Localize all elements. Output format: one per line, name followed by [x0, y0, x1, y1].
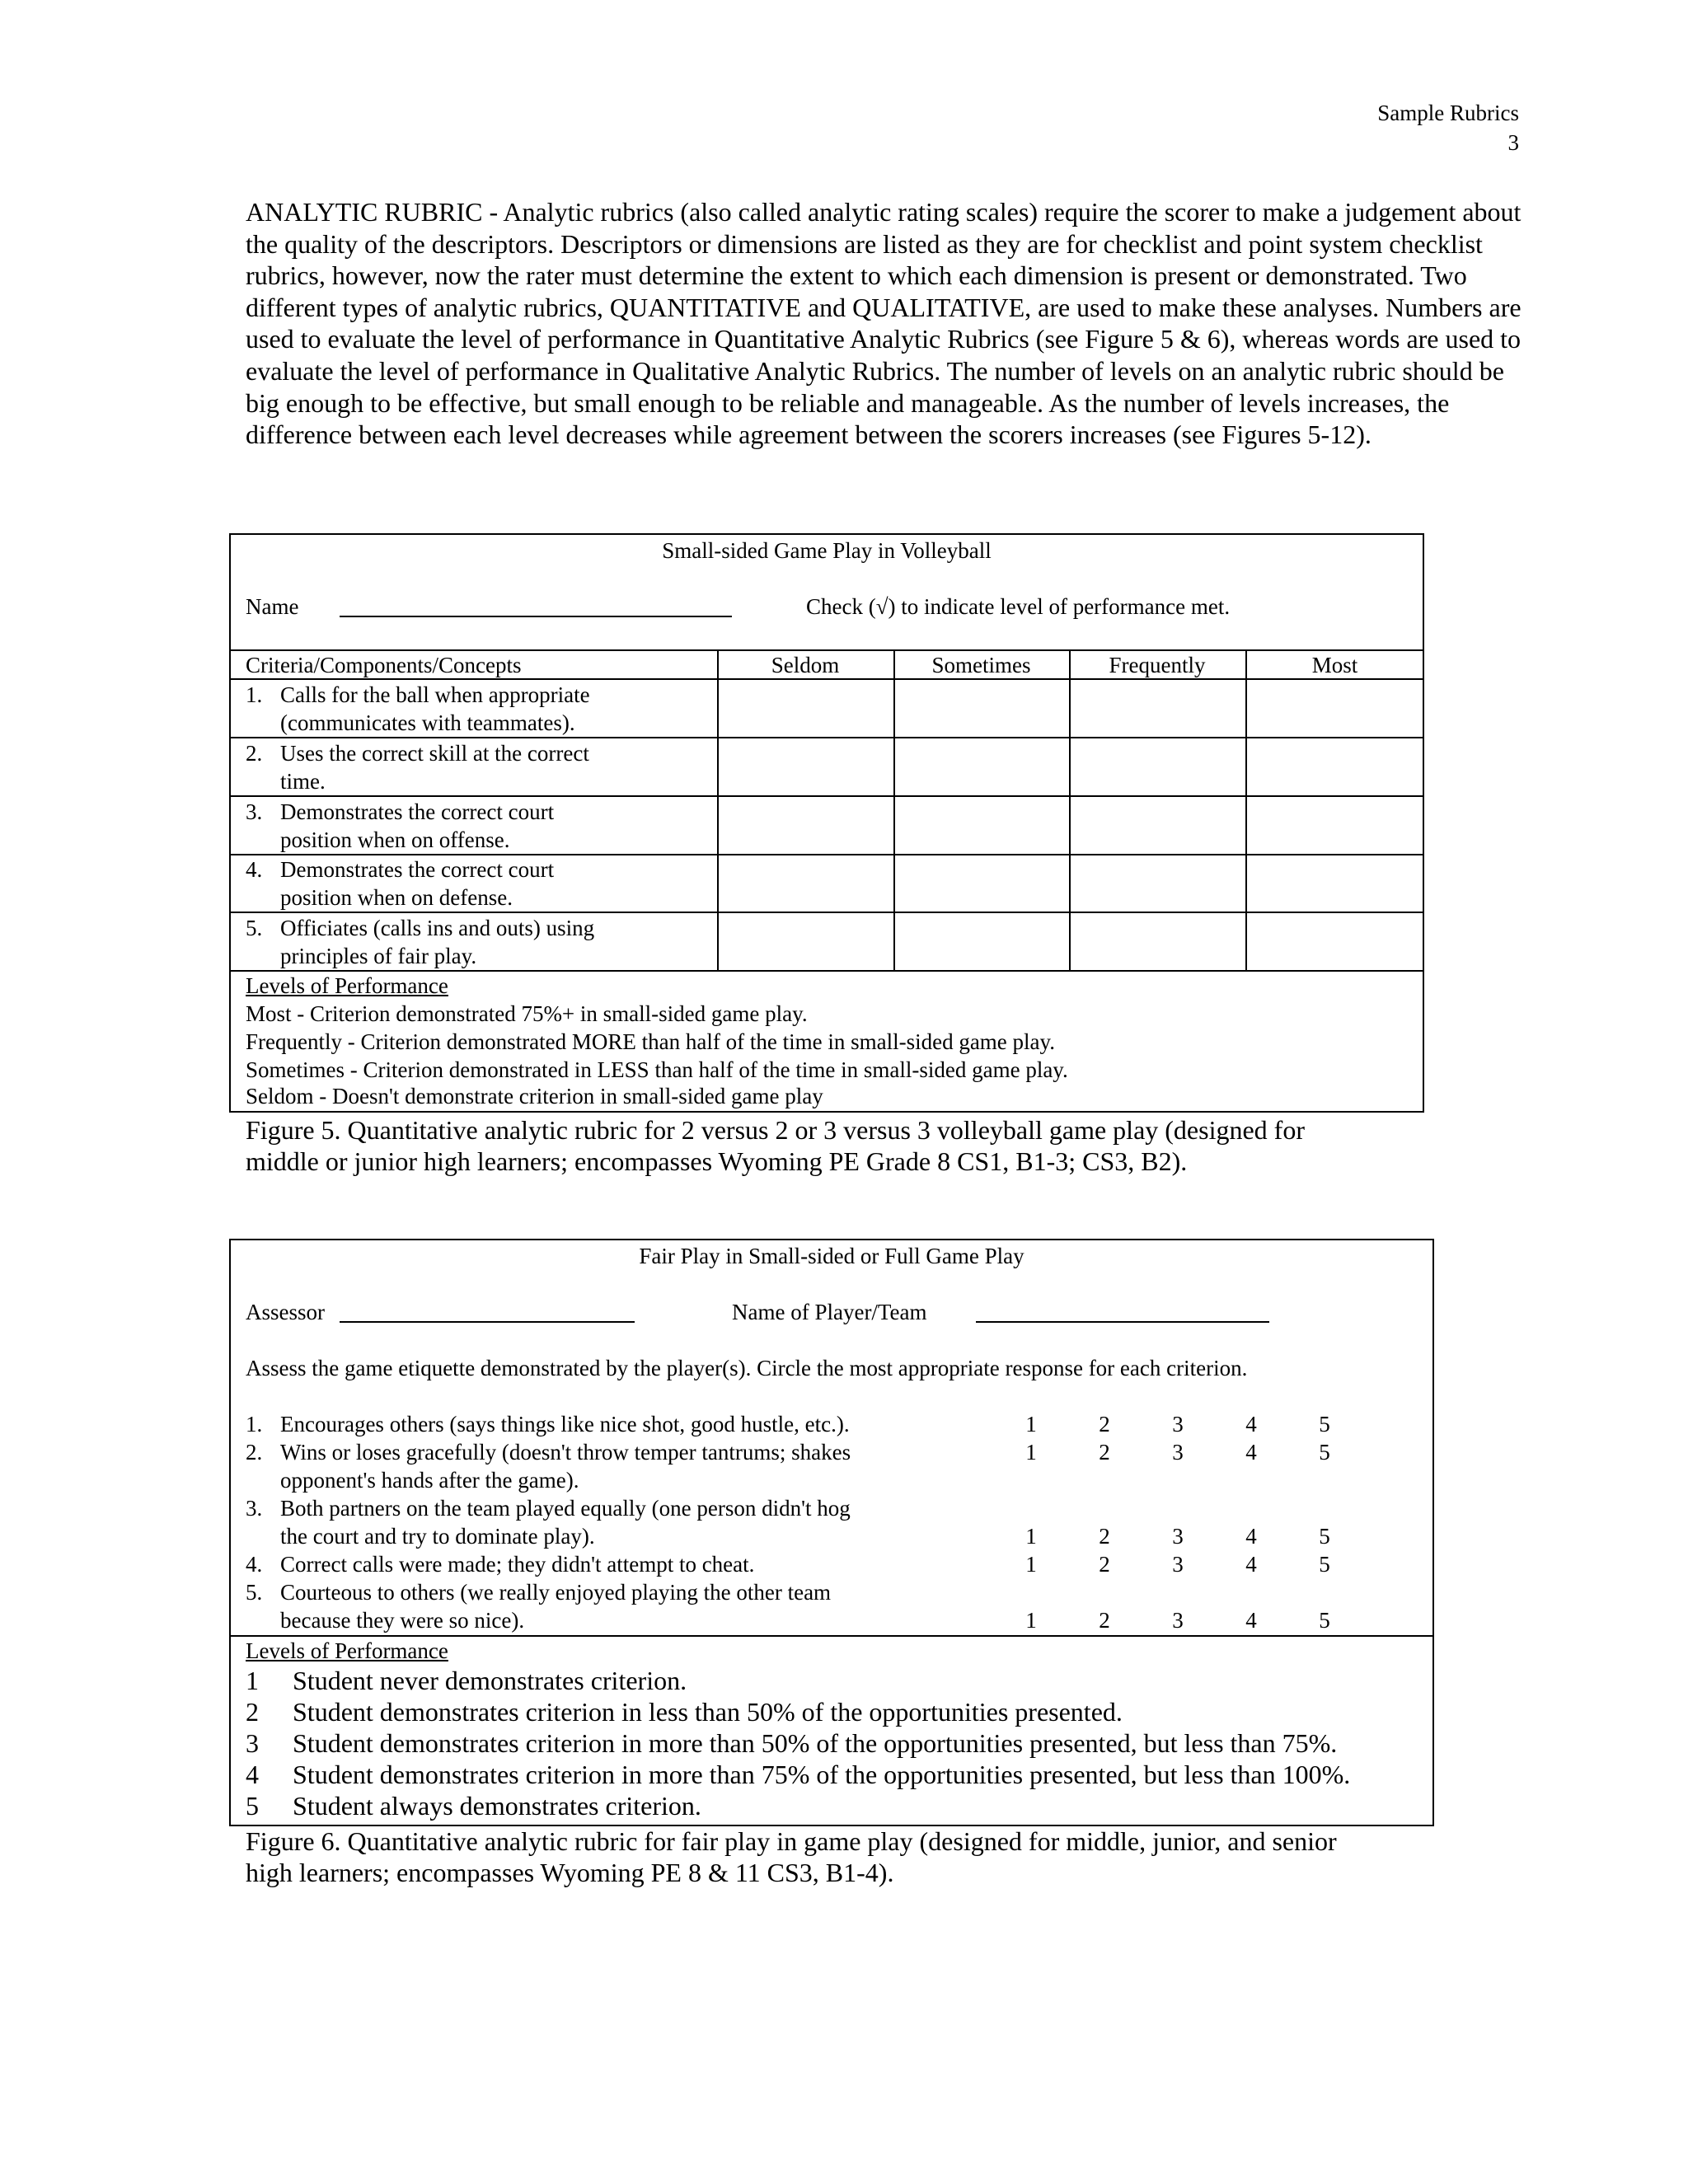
page-number: 3 [1507, 130, 1519, 155]
figure5-check-instruction: Check (√) to indicate level of performance met. [806, 594, 1231, 619]
figure6-rating-option[interactable]: 2 [1099, 1608, 1110, 1633]
figure6-rating-option[interactable]: 5 [1319, 1524, 1330, 1549]
figure6-level-number: 3 [246, 1728, 259, 1758]
figure6-criterion-text: Courteous to others (we really enjoyed playing the other team [280, 1580, 832, 1605]
figure6-rating-option[interactable]: 4 [1245, 1524, 1257, 1549]
figure6-level-number: 5 [246, 1791, 259, 1821]
figure5-name-label: Name [246, 594, 299, 619]
figure6-rating-option[interactable]: 2 [1099, 1552, 1110, 1577]
figure5-criterion-text: Officiates (calls ins and outs) using [280, 916, 595, 940]
figure6-criterion-text: Wins or loses gracefully (doesn't throw temper tantrums; shakes [280, 1440, 851, 1465]
figure5-col-header-most: Most [1311, 653, 1358, 677]
figure6-level-number: 2 [246, 1697, 259, 1727]
figure6-level-number: 4 [246, 1760, 259, 1789]
figure5-level-frequently: Frequently - Criterion demonstrated MORE than half of the time in small-sided game play. [246, 1029, 1056, 1054]
figure6-level-text: Student always demonstrates criterion. [293, 1791, 701, 1821]
figure5-criterion-text: position when on offense. [280, 827, 510, 852]
figure5-level-seldom: Seldom - Doesn't demonstrate criterion in small-sided game play [246, 1084, 823, 1108]
figure5-level-most: Most - Criterion demonstrated 75%+ in small-sided game play. [246, 1001, 808, 1026]
figure6-rating-option[interactable]: 1 [1025, 1440, 1037, 1465]
figure6-rating-option[interactable]: 1 [1025, 1552, 1037, 1577]
figure6-level-text: Student demonstrates criterion in more than 50% of the opportunities presented, but less than 75%. [293, 1728, 1338, 1758]
figure6-player-label: Name of Player/Team [732, 1300, 927, 1324]
figure6-criterion-number: 1. [246, 1412, 263, 1436]
figure6-rating-option[interactable]: 3 [1172, 1412, 1184, 1436]
figure6-criterion-text: Encourages others (says things like nice shot, good hustle, etc.). [280, 1412, 850, 1436]
figure6-caption: high learners; encompasses Wyoming PE 8 & 11 CS3, B1-4). [246, 1858, 894, 1887]
figure6-rating-option[interactable]: 4 [1245, 1552, 1257, 1577]
figure6-criterion-text: opponent's hands after the game). [280, 1468, 579, 1493]
figure5-level-sometimes: Sometimes - Criterion demonstrated in LESS than half of the time in small-sided game play. [246, 1057, 1068, 1082]
figure5-criterion-number: 4. [246, 857, 263, 882]
figure6-criterion-number: 3. [246, 1496, 263, 1521]
figure5-criterion-number: 3. [246, 799, 263, 824]
figure6-criterion-number: 5. [246, 1580, 263, 1605]
figure6-level-text: Student demonstrates criterion in more than 75% of the opportunities presented, but less than 100%. [293, 1760, 1351, 1789]
figure6-rating-option[interactable]: 1 [1025, 1608, 1037, 1633]
figure5-levels-heading: Levels of Performance [246, 973, 448, 998]
figure5-col-header-sometimes: Sometimes [931, 653, 1031, 677]
figure5-criterion-text: Demonstrates the correct court [280, 857, 555, 882]
figure6-criterion-text: Correct calls were made; they didn't attempt to cheat. [280, 1552, 755, 1577]
figure5-criterion-text: (communicates with teammates). [280, 710, 575, 735]
figure6-level-text: Student never demonstrates criterion. [293, 1666, 687, 1695]
figure6-level-number: 1 [246, 1666, 259, 1695]
figure6-rating-option[interactable]: 4 [1245, 1440, 1257, 1465]
figure5-col-divider [717, 649, 719, 970]
figure5-name-line[interactable] [340, 616, 732, 617]
figure5-title: Small-sided Game Play in Volleyball [662, 538, 992, 563]
figure5-col-divider [1069, 649, 1071, 970]
figure6-rating-option[interactable]: 5 [1319, 1412, 1330, 1436]
figure6-criterion-text: because they were so nice). [280, 1608, 525, 1633]
figure6-caption: Figure 6. Quantitative analytic rubric for fair play in game play (designed for middle, junior, and senior [246, 1826, 1337, 1856]
figure5-col-divider [893, 649, 895, 970]
figure6-levels-heading: Levels of Performance [246, 1638, 448, 1663]
figure6-criterion-text: Both partners on the team played equally (one person didn't hog [280, 1496, 851, 1521]
figure6-rating-option[interactable]: 3 [1172, 1524, 1184, 1549]
figure6-rating-option[interactable]: 2 [1099, 1440, 1110, 1465]
figure6-rating-option[interactable]: 5 [1319, 1440, 1330, 1465]
figure6-level-text: Student demonstrates criterion in less than 50% of the opportunities presented. [293, 1697, 1123, 1727]
figure5-col-header-seldom: Seldom [771, 653, 840, 677]
figure6-instruction: Assess the game etiquette demonstrated by the player(s). Circle the most appropriate response for each criterion. [246, 1356, 1248, 1380]
figure5-criterion-text: Calls for the ball when appropriate [280, 682, 590, 707]
figure6-rating-option[interactable]: 1 [1025, 1524, 1037, 1549]
figure6-rating-option[interactable]: 2 [1099, 1412, 1110, 1436]
figure6-rating-option[interactable]: 1 [1025, 1412, 1037, 1436]
figure6-rating-option[interactable]: 3 [1172, 1440, 1184, 1465]
figure5-criterion-text: time. [280, 769, 326, 794]
figure6-rating-option[interactable]: 2 [1099, 1524, 1110, 1549]
figure5-col-divider [1245, 649, 1247, 970]
figure5-caption: middle or junior high learners; encompasses Wyoming PE Grade 8 CS1, B1-3; CS3, B2). [246, 1146, 1188, 1176]
figure5-criterion-text: Uses the correct skill at the correct [280, 741, 589, 766]
running-title: Sample Rubrics [1377, 101, 1519, 125]
figure6-rating-option[interactable]: 5 [1319, 1552, 1330, 1577]
figure5-col-header-criteria: Criteria/Components/Concepts [246, 653, 522, 677]
figure6-title: Fair Play in Small-sided or Full Game Play [639, 1244, 1025, 1268]
figure6-criterion-number: 2. [246, 1440, 263, 1465]
figure5-caption: Figure 5. Quantitative analytic rubric for 2 versus 2 or 3 versus 3 volleyball game play (designed for [246, 1115, 1305, 1145]
figure6-rating-option[interactable]: 4 [1245, 1608, 1257, 1633]
figure6-player-line[interactable] [976, 1321, 1269, 1323]
figure6-criterion-text: the court and try to dominate play). [280, 1524, 595, 1549]
intro-paragraph: ANALYTIC RUBRIC - Analytic rubrics (also called analytic rating scales) require the scorer to make a judgement about the quality of the descriptors. Descriptors or dimensions are listed as they are for checklist and point system checklist rubrics, however, now the rater must determine the extent to which each dimension is present or demonstrated. Two different types of analytic rubrics, QUANTITATIVE and QUALITATIVE, are used to make these analyses. Numbers are used to evaluate the level of performance in Quantitative Analytic Rubrics (see Figure 5 & 6), whereas words are used to evaluate the level of performance in Qualitative Analytic Rubrics. The number of levels on an analytic rubric should be big enough to be effective, but small enough to be reliable and manageable. As the number of levels increases, the difference between each level decreases while agreement between the scorers increases (see Figures 5-12). [246, 197, 1522, 450]
figure6-rating-option[interactable]: 3 [1172, 1608, 1184, 1633]
figure5-criterion-text: Demonstrates the correct court [280, 799, 555, 824]
figure5-criterion-number: 2. [246, 741, 263, 766]
figure6-rating-option[interactable]: 4 [1245, 1412, 1257, 1436]
figure6-assessor-line[interactable] [340, 1321, 635, 1323]
figure5-criterion-number: 5. [246, 916, 263, 940]
figure6-rating-option[interactable]: 5 [1319, 1608, 1330, 1633]
figure6-rating-option[interactable]: 3 [1172, 1552, 1184, 1577]
figure6-criterion-number: 4. [246, 1552, 263, 1577]
figure5-criterion-text: principles of fair play. [280, 944, 477, 968]
figure5-criterion-text: position when on defense. [280, 885, 513, 910]
figure6-assessor-label: Assessor [246, 1300, 326, 1324]
figure5-col-header-frequently: Frequently [1109, 653, 1206, 677]
figure5-criterion-number: 1. [246, 682, 263, 707]
